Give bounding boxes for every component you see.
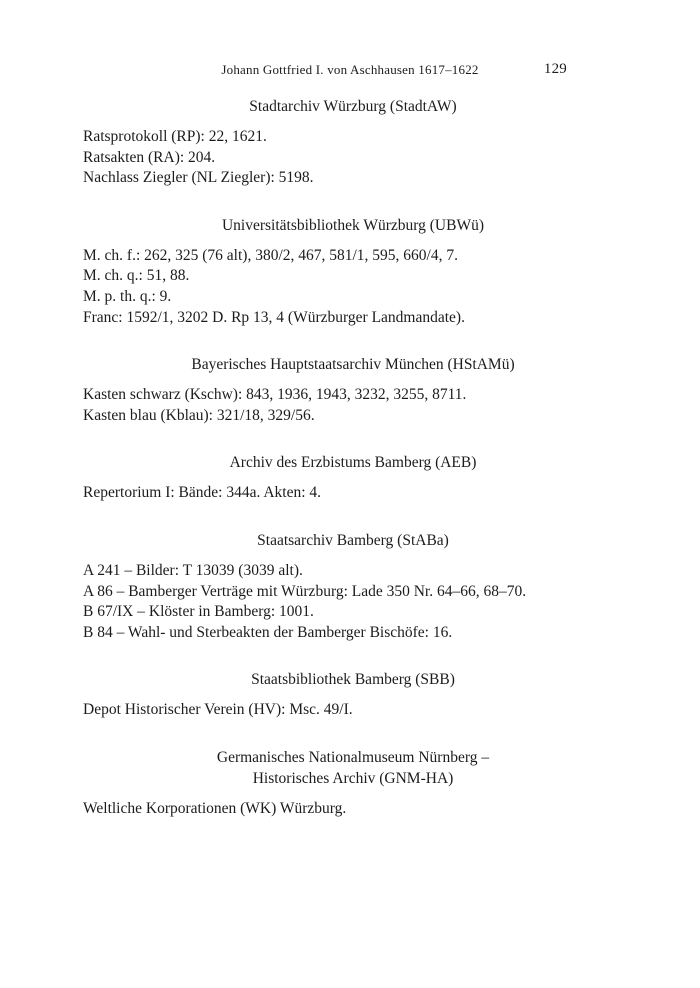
archive-entry: Depot Historischer Verein (HV): Msc. 49/I. xyxy=(83,701,353,719)
archive-entry: Ratsakten (RA): 204. xyxy=(83,148,216,166)
archive-entry: Nachlass Ziegler (NL Ziegler): 5198. xyxy=(83,169,314,187)
archive-section xyxy=(83,747,623,820)
archive-section xyxy=(83,215,623,328)
archive-entry: Weltliche Korporationen (WK) Würzburg. xyxy=(83,799,347,817)
archive-source-list xyxy=(83,96,623,846)
archive-section xyxy=(83,669,623,721)
archive-entry: M. ch. f.: 262, 325 (76 alt), 380/2, 467, 581/1, 595, 660/4, 7. xyxy=(83,246,458,264)
archive-heading: Stadtarchiv Würzburg (StadtAW) xyxy=(249,98,457,115)
archive-entry: B 67/IX – Klöster in Bamberg: 1001. xyxy=(83,603,314,621)
archive-heading: Staatsbibliothek Bamberg (SBB) xyxy=(251,671,455,689)
archive-heading: Staatsarchiv Bamberg (StABa) xyxy=(257,531,449,549)
archive-entry: Kasten blau (Kblau): 321/18, 329/56. xyxy=(83,406,315,424)
archive-section xyxy=(83,354,623,426)
archive-entry: M. p. th. q.: 9. xyxy=(83,287,172,305)
archive-entry: Franc: 1592/1, 3202 D. Rp 13, 4 (Würzburger Landmandate). xyxy=(83,308,465,326)
running-head xyxy=(0,62,700,82)
archive-heading: Bayerisches Hauptstaatsarchiv München (HStAMü) xyxy=(191,356,515,374)
archive-entry: A 241 – Bilder: T 13039 (3039 alt). xyxy=(83,561,303,579)
archive-entry: A 86 – Bamberger Verträge mit Würzburg: Lade 350 Nr. 64–66, 68–70. xyxy=(83,582,527,600)
archive-heading: Archiv des Erzbistums Bamberg (AEB) xyxy=(229,454,477,472)
archive-entry: Ratsprotokoll (RP): 22, 1621. xyxy=(83,128,267,145)
archive-entry: Repertorium I: Bände: 344a. Akten: 4. xyxy=(83,484,322,502)
running-head-title: Johann Gottfried I. von Aschhausen 1617–1622 xyxy=(221,62,479,77)
archive-section xyxy=(83,530,623,643)
archive-heading: Germanisches Nationalmuseum Nürnberg – Historisches Archiv (GNM-HA) xyxy=(216,748,490,787)
archive-entry: Kasten schwarz (Kschw): 843, 1936, 1943, 3232, 3255, 8711. xyxy=(83,386,467,404)
page-number: 129 xyxy=(543,61,567,77)
archive-section xyxy=(83,96,623,189)
archive-heading: Universitätsbibliothek Würzburg (UBWü) xyxy=(221,216,485,234)
archive-entry: M. ch. q.: 51, 88. xyxy=(83,267,190,285)
archive-entry: B 84 – Wahl- und Sterbeakten der Bamberger Bischöfe: 16. xyxy=(83,623,453,641)
archive-section xyxy=(83,452,623,504)
